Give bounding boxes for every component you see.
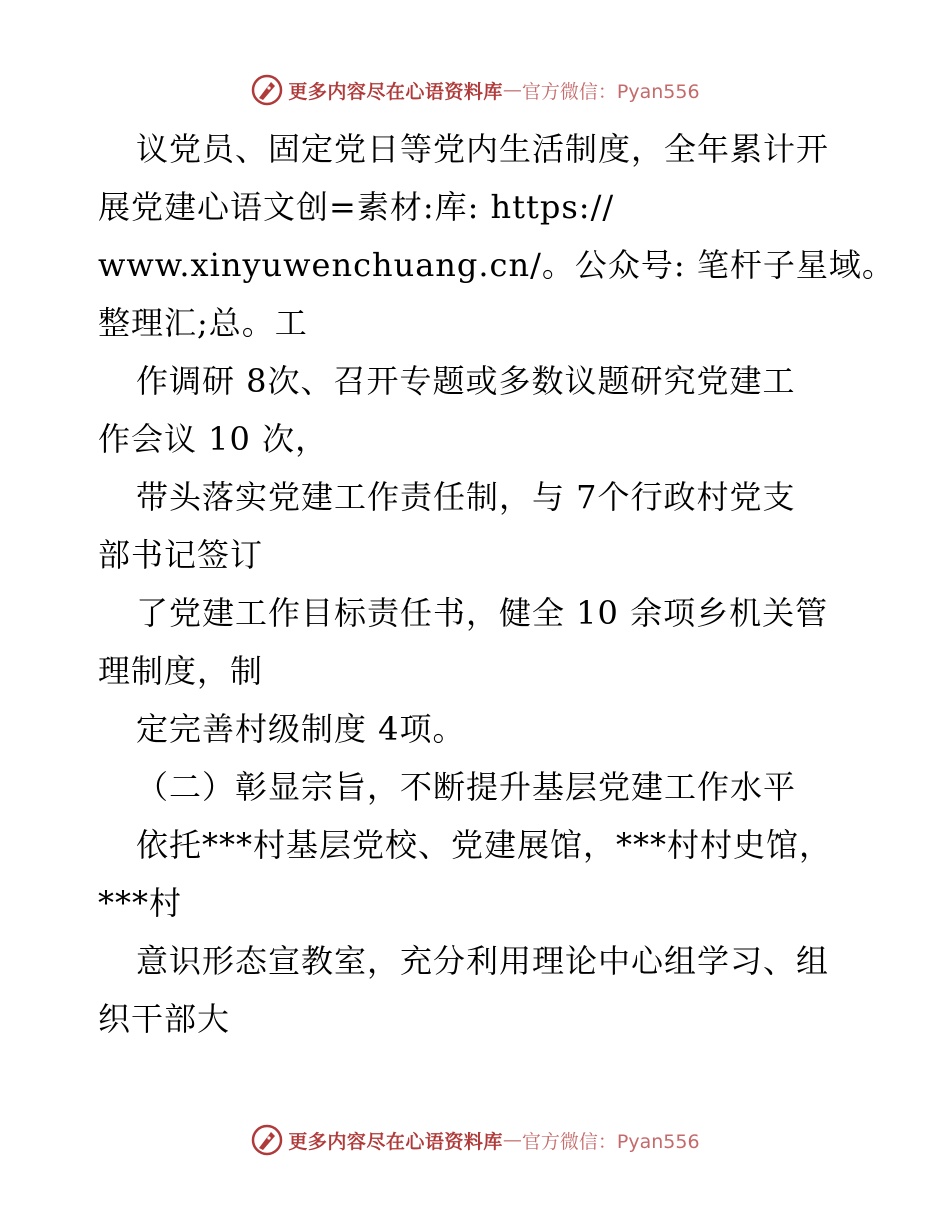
- text-line: 带头落实党建工作责任制，与 7个行政村党支: [136, 478, 796, 516]
- text-line: 意识形态宣教室，充分利用理论中心组学习、组: [136, 942, 830, 980]
- text-line: 了党建工作目标责任书，健全 10 余项乡机关管: [136, 594, 829, 632]
- text-line: 作调研 8次、召开专题或多数议题研究党建工: [136, 362, 796, 400]
- footer-brand-text: 更多内容尽在心语资料库: [288, 1130, 503, 1153]
- text-line: ***村: [98, 884, 183, 922]
- text-line: 织干部大: [98, 1000, 231, 1038]
- text-line: www.xinyuwenchuang.cn/。公众号: 笔杆子星域。: [98, 246, 895, 284]
- text-line: 整理汇;总。工: [98, 304, 308, 342]
- footer-separator: —: [502, 1129, 522, 1151]
- text-line: 部书记签订: [98, 536, 264, 574]
- footer-banner: [0, 1120, 950, 1160]
- text-line: 展党建心语文创=素材:库: https://: [98, 188, 615, 226]
- pen-nib-logo-icon: [250, 1123, 284, 1157]
- text-line: 理制度，制: [98, 652, 264, 690]
- text-line: 定完善村级制度 4项。: [136, 710, 466, 748]
- header-banner: [0, 70, 950, 110]
- header-contact: 官方微信：Pyan556: [521, 80, 700, 103]
- footer-contact: 官方微信：Pyan556: [521, 1130, 700, 1153]
- text-line: 依托***村基层党校、党建展馆，***村村史馆，: [136, 826, 833, 864]
- text-line: 议党员、固定党日等党内生活制度，全年累计开: [136, 130, 830, 168]
- section-heading: （二）彰显宗旨，不断提升基层党建工作水平: [136, 768, 797, 806]
- header-brand-text: 更多内容尽在心语资料库: [288, 80, 503, 103]
- pen-nib-logo-icon: [250, 73, 284, 107]
- text-line: 作会议 10 次，: [98, 420, 329, 458]
- header-separator: —: [502, 79, 522, 101]
